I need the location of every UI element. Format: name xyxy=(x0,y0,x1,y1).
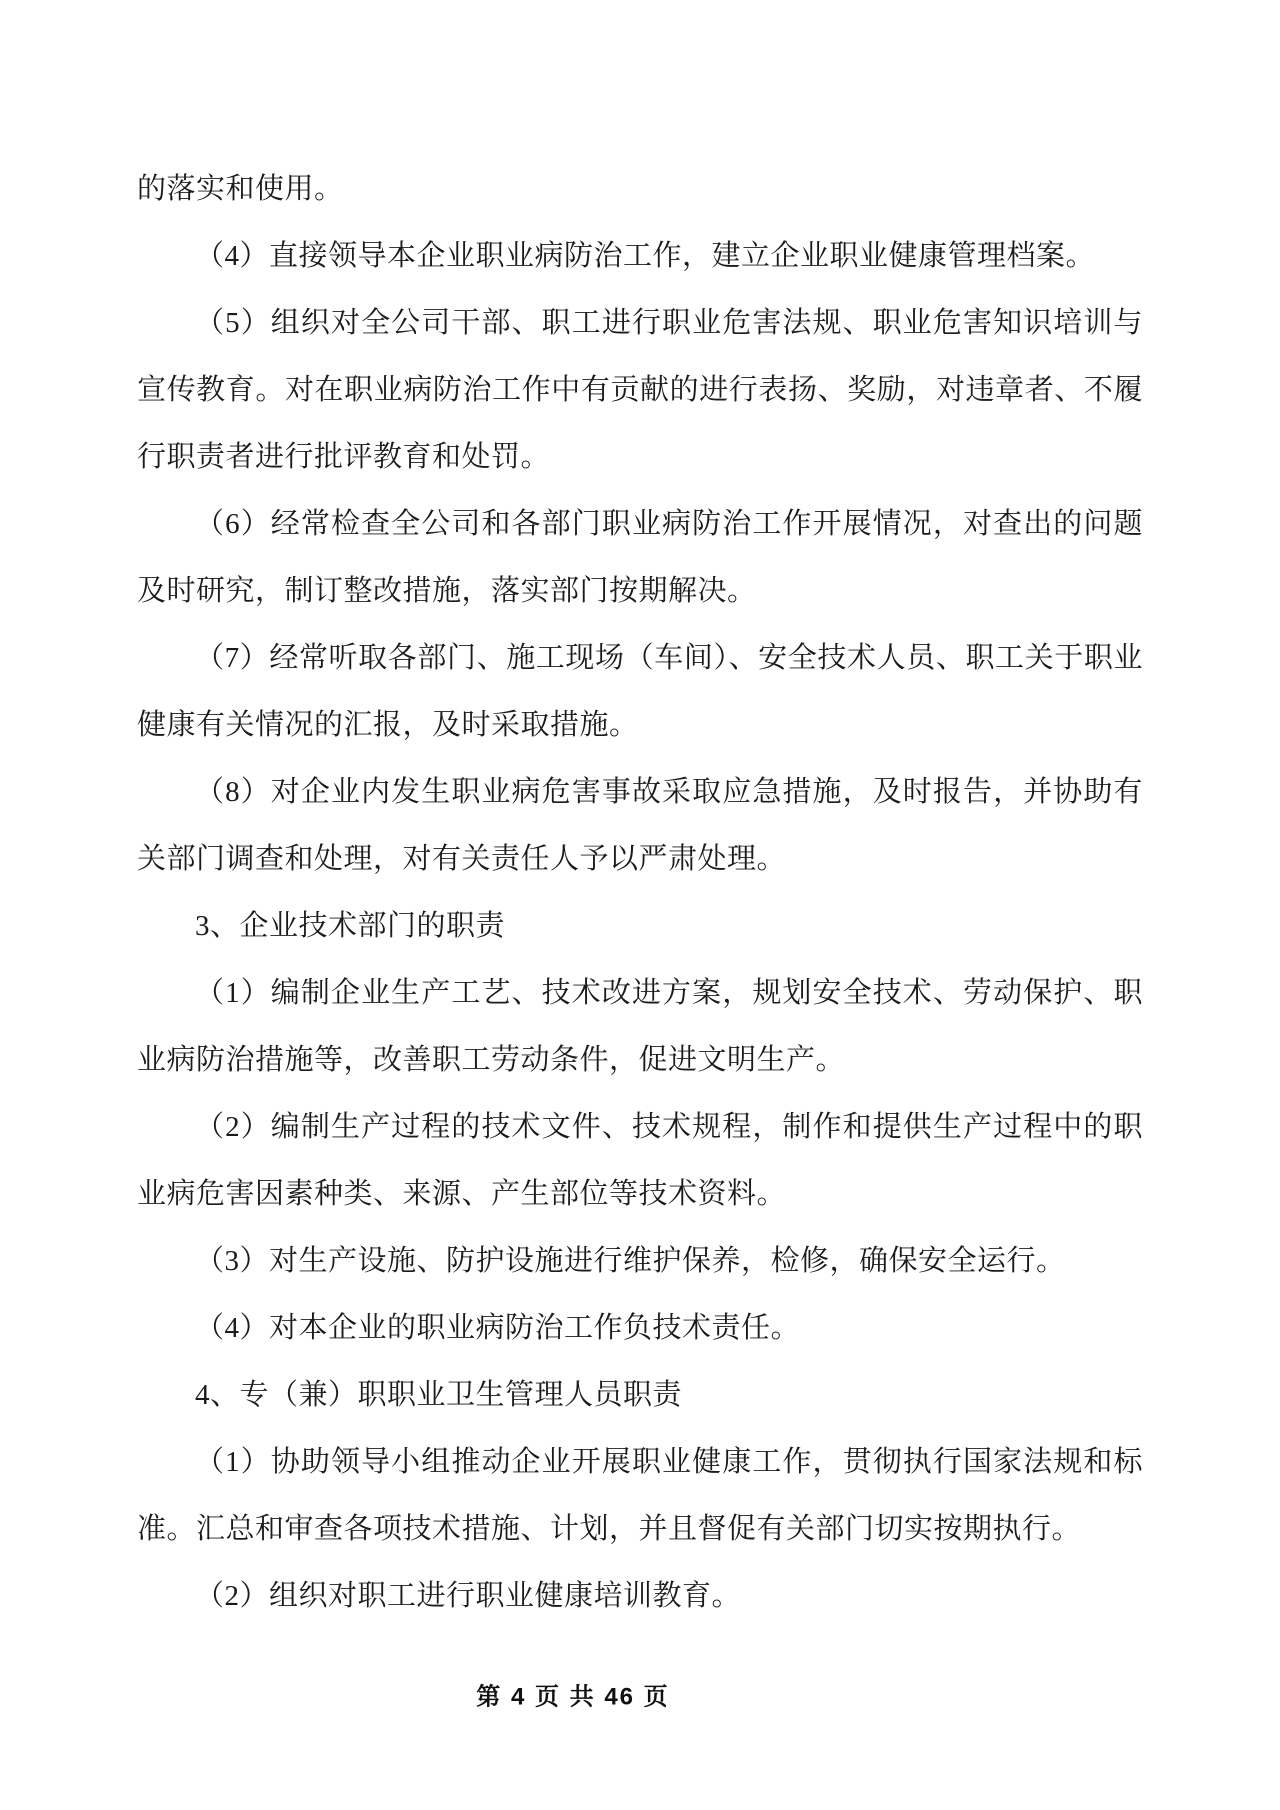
paragraph: （5）组织对全公司干部、职工进行职业危害法规、职业危害知识培训与宣传教育。对在职业病防治工作中有贡献的进行表扬、奖励，对违章者、不履行职责者进行批评教育和处罚。 xyxy=(137,307,1143,473)
paragraph: 的落实和使用。 xyxy=(137,173,344,205)
document-body xyxy=(137,156,1143,1630)
paragraph: （8）对企业内发生职业病危害事故采取应急措施，及时报告，并协助有关部门调查和处理，对有关责任人予以严肃处理。 xyxy=(137,776,1143,875)
paragraph: （7）经常听取各部门、施工现场（车间）、安全技术人员、职工关于职业健康有关情况的汇报，及时采取措施。 xyxy=(137,642,1143,741)
paragraph: （2）组织对职工进行职业健康培训教育。 xyxy=(195,1580,742,1612)
page-footer xyxy=(476,1677,669,1712)
paragraph: （3）对生产设施、防护设施进行维护保养，检修，确保安全运行。 xyxy=(195,1245,1066,1277)
paragraph: （6）经常检查全公司和各部门职业病防治工作开展情况，对查出的问题及时研究，制订整改措施，落实部门按期解决。 xyxy=(137,508,1143,607)
paragraph: （4）直接领导本企业职业病防治工作，建立企业职业健康管理档案。 xyxy=(195,240,1096,272)
paragraph: （1）编制企业生产工艺、技术改进方案，规划安全技术、劳动保护、职业病防治措施等，改善职工劳动条件，促进文明生产。 xyxy=(137,977,1143,1076)
page-number-text: 第 4 页 共 46 页 xyxy=(476,1683,670,1711)
paragraph: 3、企业技术部门的职责 xyxy=(195,910,506,942)
paragraph: 4、专（兼）职职业卫生管理人员职责 xyxy=(195,1379,683,1411)
paragraph: （1）协助领导小组推动企业开展职业健康工作，贯彻执行国家法规和标准。汇总和审查各项技术措施、计划，并且督促有关部门切实按期执行。 xyxy=(137,1446,1143,1545)
paragraph: （2）编制生产过程的技术文件、技术规程，制作和提供生产过程中的职业病危害因素种类、来源、产生部位等技术资料。 xyxy=(137,1111,1143,1210)
paragraph: （4）对本企业的职业病防治工作负技术责任。 xyxy=(195,1312,801,1344)
